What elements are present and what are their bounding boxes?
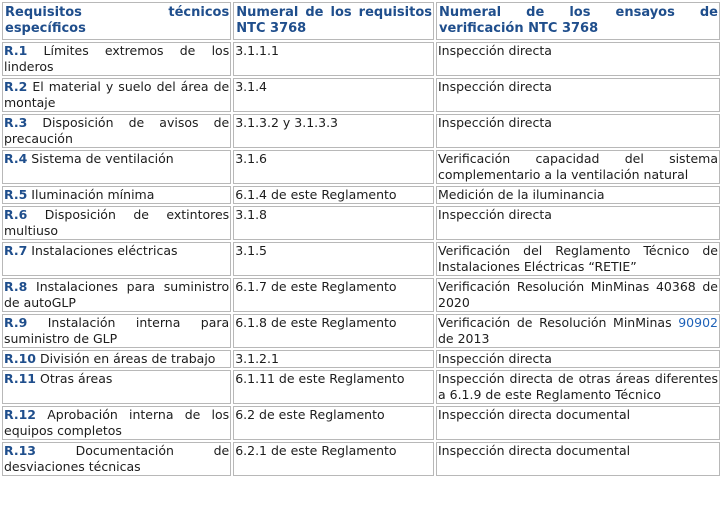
requirement-text: El material y suelo del área de montaje [4,79,230,110]
verification-text-suffix: de 2013 [438,331,490,346]
requirement-text: Instalaciones para suministro de autoGLP [4,279,230,310]
verification-text: Inspección directa [438,207,552,222]
table-row [2,370,720,404]
verification-cell [436,314,720,348]
requirement-cell [2,186,231,204]
requirement-numeral: 3.1.5 [233,242,434,276]
requirement-cell [2,42,231,76]
requirement-code: R.2 [4,79,28,94]
requirement-numeral: 6.1.8 de este Reglamento [233,314,434,348]
table-row [2,314,720,348]
table-row [2,186,720,204]
requirement-text: Documentación de desviaciones técnicas [4,443,230,474]
requirement-text: Aprobación interna de los equipos completos [4,407,230,438]
table-row [2,206,720,240]
table-header-row [2,2,720,40]
header-requirements: Requisitos técnicos específicos [2,2,231,40]
requirement-cell [2,150,231,184]
requirement-numeral: 6.1.4 de este Reglamento [233,186,434,204]
requirement-numeral: 6.1.7 de este Reglamento [233,278,434,312]
verification-cell [436,206,720,240]
requirement-code: R.1 [4,43,28,58]
requirement-numeral: 6.2 de este Reglamento [233,406,434,440]
verification-text: Inspección directa [438,351,552,366]
header-verification-numeral: Numeral de los ensayos de verificación NTC 3768 [436,2,720,40]
requirement-numeral: 6.2.1 de este Reglamento [233,442,434,476]
table-row [2,278,720,312]
requirement-text: Instalación interna para suministro de GLP [4,315,230,346]
verification-text: Medición de la iluminancia [438,187,605,202]
requirement-code: R.11 [4,371,37,386]
requirement-code: R.9 [4,315,28,330]
requirement-cell [2,242,231,276]
requirement-code: R.5 [4,187,28,202]
verification-cell [436,242,720,276]
requirement-text: Otras áreas [40,371,113,386]
verification-cell [436,442,720,476]
table-row [2,114,720,148]
requirement-cell [2,350,231,368]
table-row [2,242,720,276]
requirement-code: R.6 [4,207,28,222]
requirement-text: Disposición de avisos de precaución [4,115,230,146]
requirement-code: R.8 [4,279,28,294]
verification-text: Inspección directa [438,79,552,94]
requirement-code: R.4 [4,151,28,166]
verification-text: Inspección directa [438,115,552,130]
requirement-cell [2,78,231,112]
requirement-text: Disposición de extintores multiuso [4,207,230,238]
requirement-text: Instalaciones eléctricas [31,243,178,258]
table-row [2,150,720,184]
requirement-numeral: 3.1.2.1 [233,350,434,368]
verification-cell [436,350,720,368]
table-row [2,442,720,476]
requirement-numeral: 3.1.1.1 [233,42,434,76]
resolution-link[interactable]: 90902 [678,315,718,330]
requirement-text: Iluminación mínima [31,187,155,202]
verification-text: Verificación capacidad del sistema complementario a la ventilación natural [438,151,718,182]
verification-text: Verificación Resolución MinMinas 40368 de 2020 [438,279,718,310]
verification-cell [436,78,720,112]
verification-cell [436,186,720,204]
requirement-code: R.7 [4,243,28,258]
table-row [2,78,720,112]
requirement-cell [2,114,231,148]
verification-text: Inspección directa de otras áreas diferentes a 6.1.9 de este Reglamento Técnico [438,371,718,402]
requirement-code: R.13 [4,443,37,458]
requirement-numeral: 3.1.4 [233,78,434,112]
requirement-code: R.3 [4,115,28,130]
requirement-text: Límites extremos de los linderos [4,43,230,74]
verification-text: Inspección directa [438,43,552,58]
verification-cell [436,278,720,312]
requirement-cell [2,206,231,240]
requirement-numeral: 3.1.8 [233,206,434,240]
requirement-cell [2,406,231,440]
verification-text: Verificación del Reglamento Técnico de Instalaciones Eléctricas “RETIE” [438,243,718,274]
requirement-text: Sistema de ventilación [31,151,174,166]
requirement-cell [2,314,231,348]
table-row [2,350,720,368]
table-row [2,42,720,76]
verification-text: Verificación de Resolución MinMinas [438,315,679,330]
verification-cell [436,42,720,76]
requirement-numeral: 3.1.6 [233,150,434,184]
requirement-cell [2,278,231,312]
requirement-numeral: 3.1.3.2 y 3.1.3.3 [233,114,434,148]
verification-text: Inspección directa documental [438,443,631,458]
requirement-text: División en áreas de trabajo [40,351,216,366]
header-requirement-numeral: Numeral de los requisitos NTC 3768 [233,2,434,40]
requirement-code: R.12 [4,407,37,422]
table-row [2,406,720,440]
verification-cell [436,114,720,148]
requirement-cell [2,442,231,476]
verification-cell [436,406,720,440]
verification-cell [436,150,720,184]
requirement-cell [2,370,231,404]
requirement-numeral: 6.1.11 de este Reglamento [233,370,434,404]
verification-text: Inspección directa documental [438,407,631,422]
verification-cell [436,370,720,404]
requirement-code: R.10 [4,351,37,366]
